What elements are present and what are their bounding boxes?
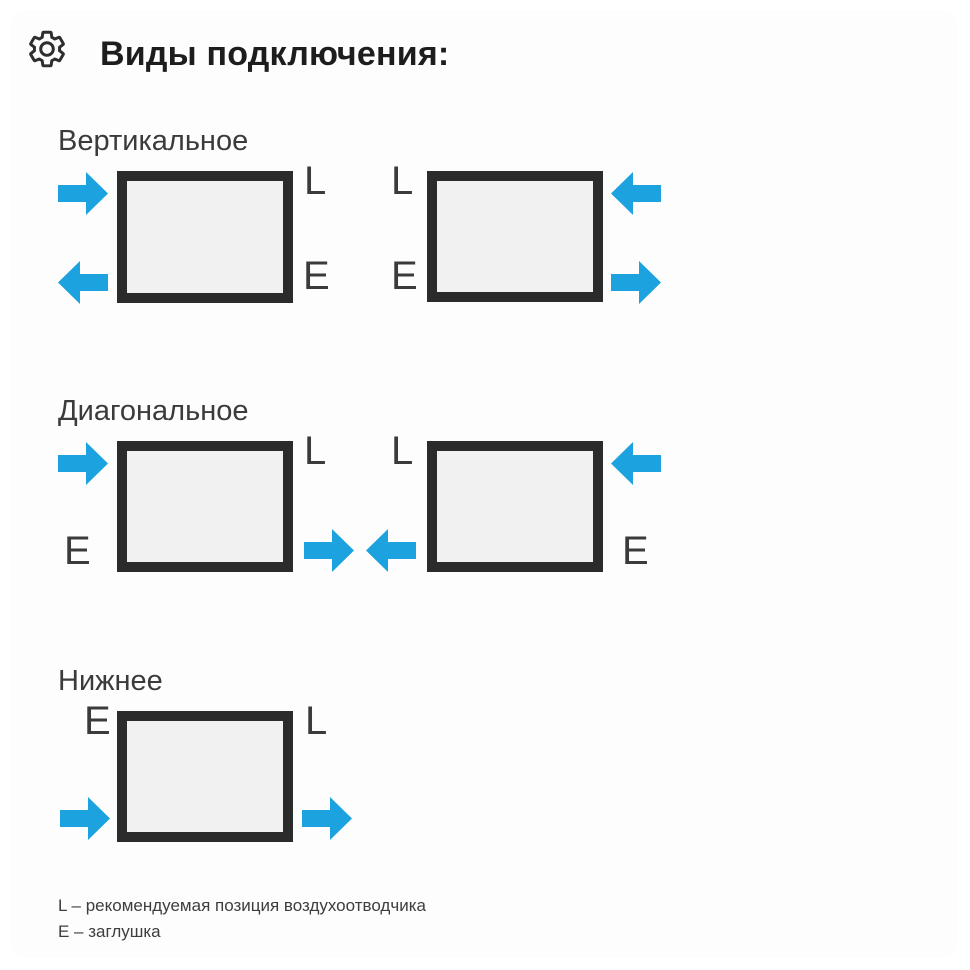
- radiator-box: [117, 711, 293, 842]
- legend-line-plug: E – заглушка: [58, 922, 161, 941]
- plug-label: E: [303, 254, 330, 298]
- supply-arrow-icon: [58, 172, 108, 215]
- air-vent-label: L: [304, 429, 327, 473]
- radiator-box: [427, 171, 603, 302]
- air-vent-label: L: [305, 699, 328, 743]
- air-vent-label: L: [391, 429, 414, 473]
- plug-label: E: [622, 529, 649, 573]
- supply-arrow-icon: [60, 797, 110, 840]
- section-title-vertical: Вертикальное: [58, 125, 249, 157]
- supply-arrow-icon: [58, 442, 108, 485]
- supply-arrow-icon: [611, 442, 661, 485]
- radiator-box: [117, 441, 293, 572]
- gear-icon: [26, 28, 68, 70]
- return-arrow-icon: [304, 529, 354, 572]
- legend: [58, 893, 426, 945]
- plug-label: E: [391, 254, 418, 298]
- section-title-diagonal: Диагональное: [58, 395, 249, 427]
- radiator-box: [117, 171, 293, 303]
- page-title: Виды подключения:: [100, 35, 450, 73]
- supply-arrow-icon: [611, 172, 661, 215]
- air-vent-label: L: [304, 159, 327, 203]
- plug-label: E: [84, 699, 111, 743]
- legend-line-air-vent: L – рекомендуемая позиция воздухоотводчика: [58, 896, 426, 915]
- radiator-box: [427, 441, 603, 572]
- air-vent-label: L: [391, 159, 414, 203]
- return-arrow-icon: [366, 529, 416, 572]
- return-arrow-icon: [611, 261, 661, 304]
- section-title-bottom: Нижнее: [58, 665, 163, 697]
- return-arrow-icon: [302, 797, 352, 840]
- return-arrow-icon: [58, 261, 108, 304]
- plug-label: E: [64, 529, 91, 573]
